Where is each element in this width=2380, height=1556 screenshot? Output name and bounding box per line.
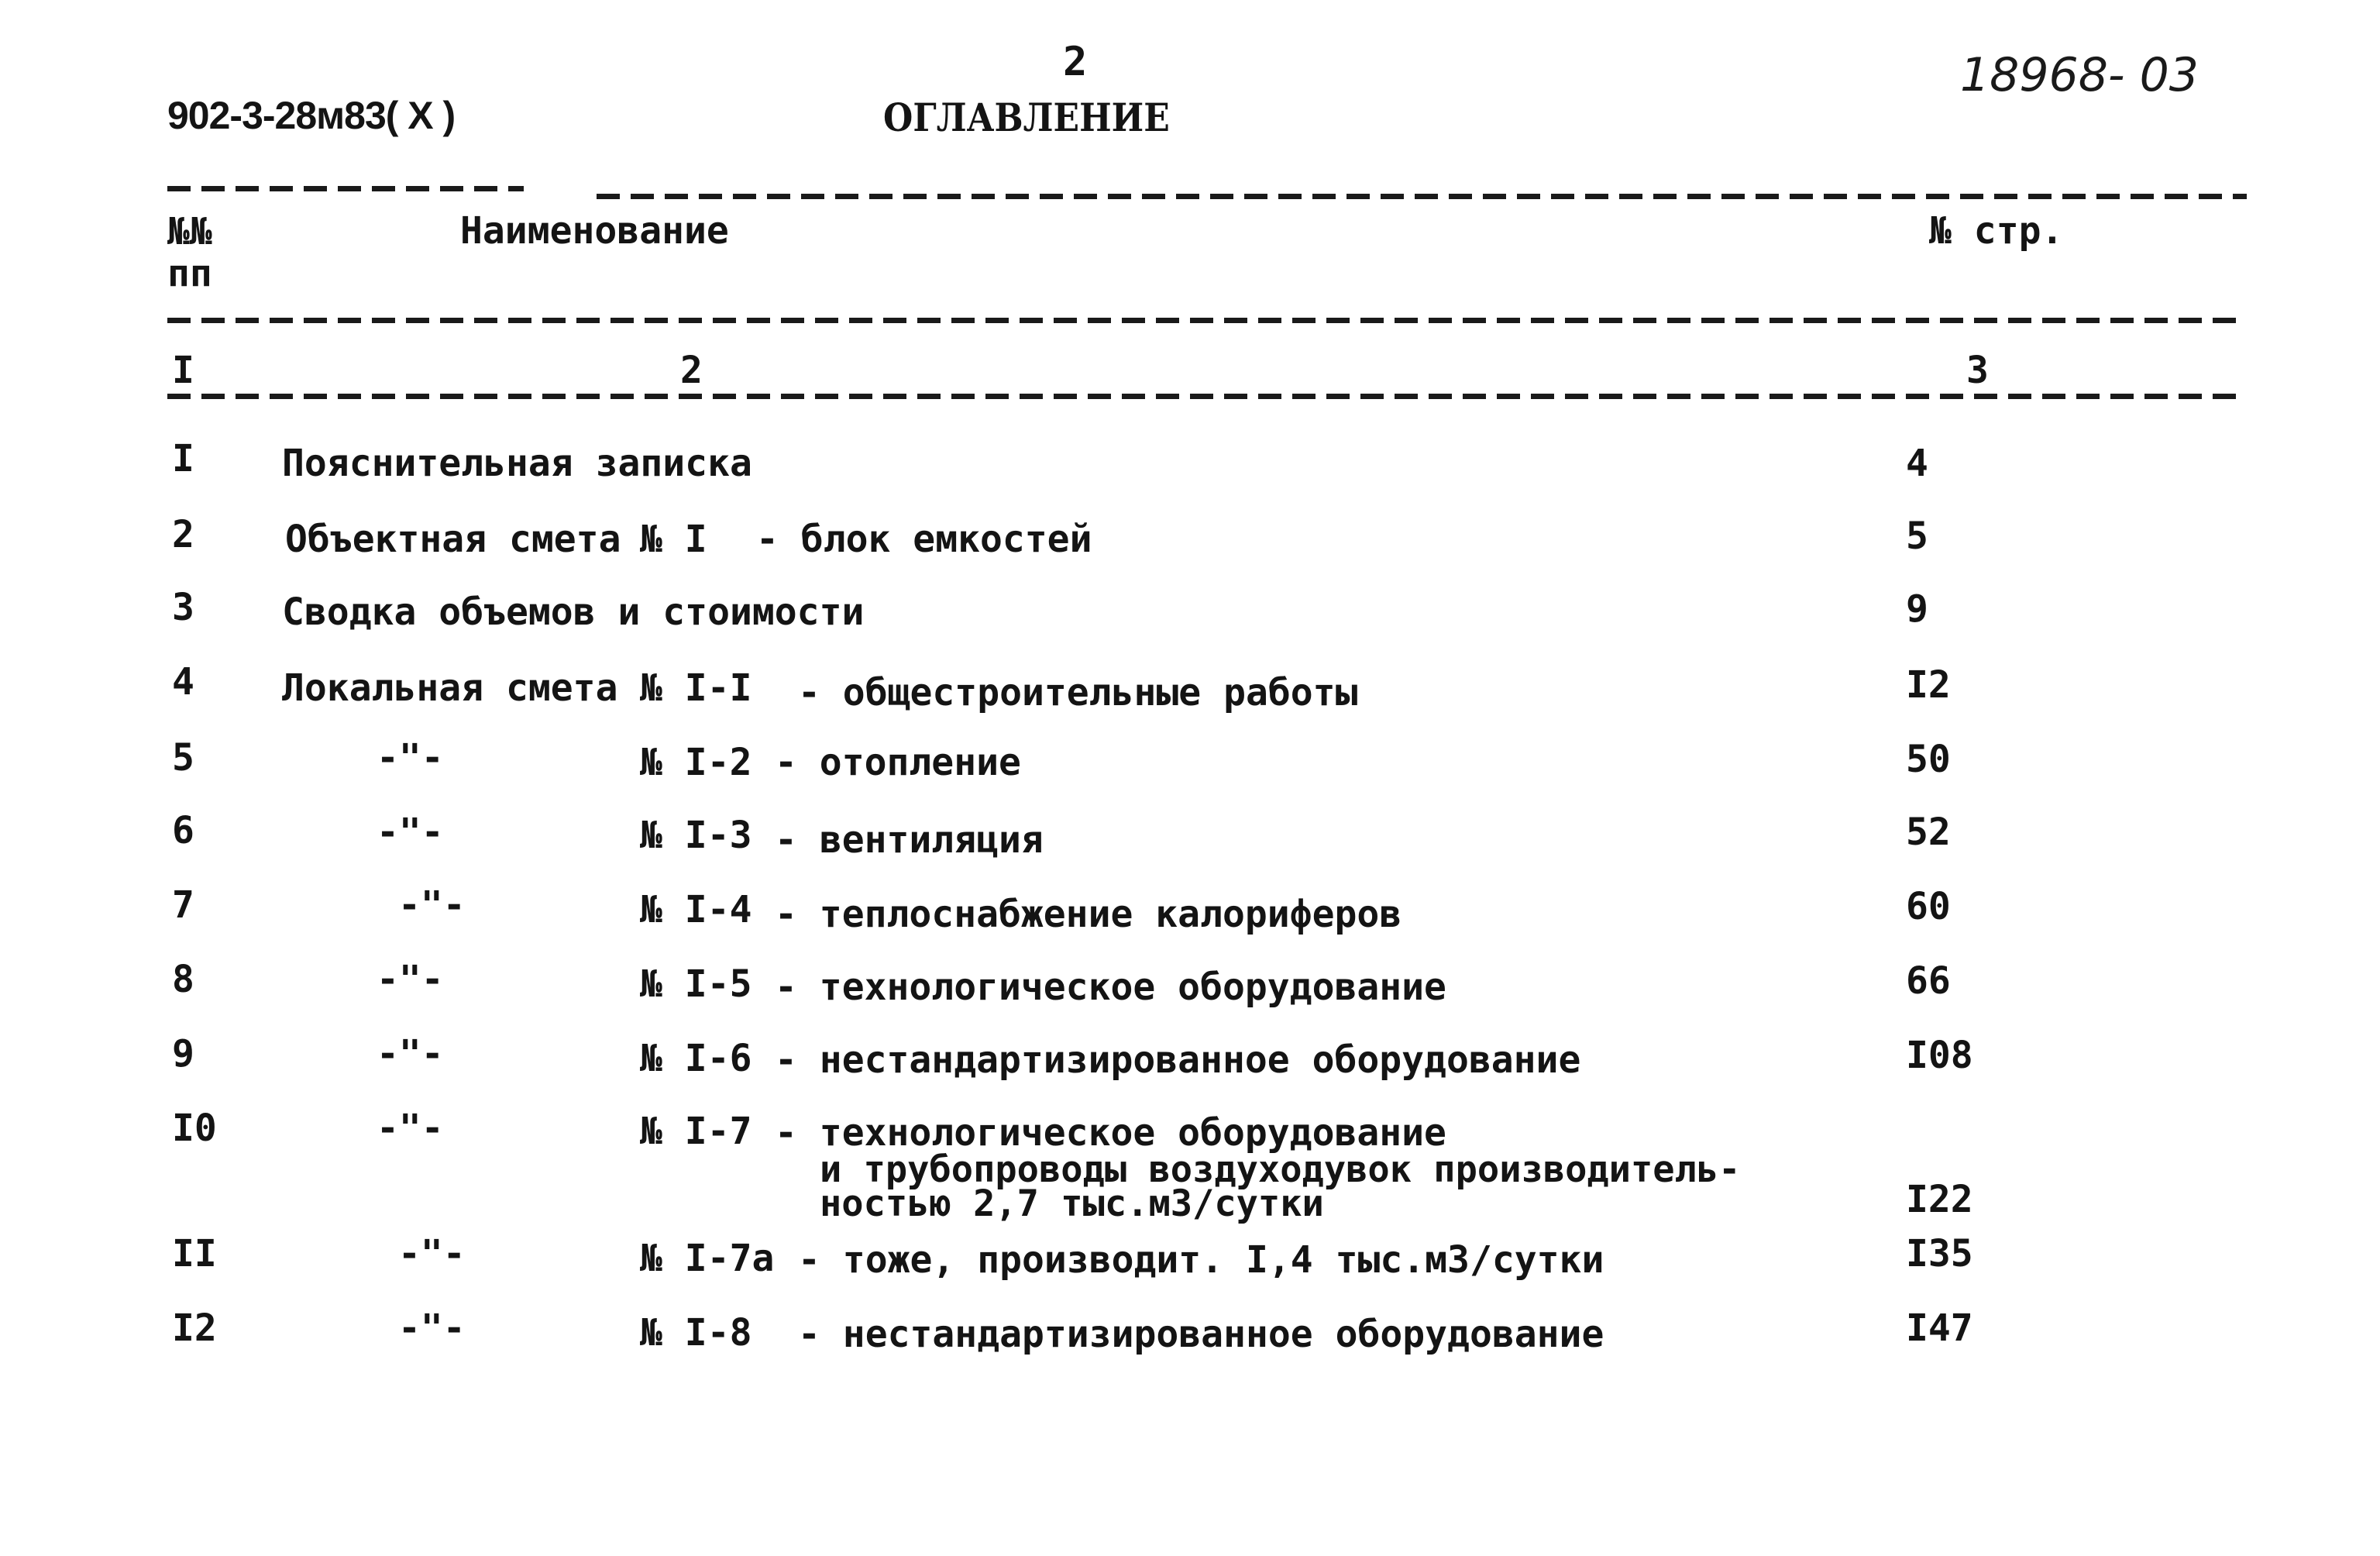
row-desc-line-2: и трубопроводы воздуходувок производитель- [820,1148,1741,1191]
row-code: № I-2 [640,741,752,784]
row-num: I2 [172,1306,217,1350]
row-page: 60 [1906,885,1951,928]
row-code: № I-3 [640,814,752,857]
row-page: 4 [1906,442,1928,485]
table-header-rule [167,318,2247,323]
row-type: -"- [377,958,444,1001]
row-desc: - нестандартизированное оборудование [798,1313,1604,1356]
page-number: 2 [1063,39,1088,85]
row-code: № I-I [640,666,752,710]
row-page: I08 [1906,1034,1973,1077]
row-page: I22 [1906,1178,1973,1221]
row-code: № I-4 [640,888,752,931]
row-code: № I-8 [640,1311,752,1355]
row-code: № I-5 [640,962,752,1006]
column-header-page: № стр. [1929,209,2064,253]
row-type: Пояснительная записка [282,442,752,485]
row-num: 9 [172,1032,194,1076]
column-number-2: 2 [680,349,703,392]
row-desc: - тоже, производит. I,4 тыс.м3/сутки [798,1238,1604,1282]
row-page: 9 [1906,587,1928,631]
row-code: № I-7а [640,1237,775,1280]
row-num: 5 [172,736,194,780]
row-page: 52 [1906,811,1951,854]
column-number-3: 3 [1966,349,1989,392]
row-num: 6 [172,809,194,852]
row-num: 3 [172,586,194,629]
row-num: 2 [172,513,194,556]
row-num: 7 [172,883,194,927]
column-number-1: I [172,349,194,392]
row-code: № I-7 [640,1110,752,1153]
row-desc: - технологическое оборудование [775,966,1446,1009]
row-num: II [172,1232,217,1275]
row-page: 5 [1906,515,1928,558]
row-type: Локальная смета [282,666,618,710]
row-desc-line-3: ностью 2,7 тыс.м3/сутки [820,1182,1324,1225]
row-type: -"- [377,1107,444,1150]
row-page: I35 [1906,1232,1973,1275]
row-desc: - теплоснабжение калориферов [775,893,1402,936]
row-type: Сводка объемов и стоимости [282,590,865,634]
row-type: -"- [398,1232,466,1275]
handwritten-registration-number: 18968- 03 [1960,48,2199,102]
row-desc: - отопление [775,741,1021,784]
column-header-num: №№ пп [167,210,212,295]
row-page: 66 [1906,959,1951,1003]
row-type: -"- [398,1306,466,1350]
row-type: -"- [377,811,444,854]
row-desc: - общестроительные работы [798,671,1358,714]
row-desc: - вентиляция [775,818,1044,862]
row-type: -"- [377,1032,444,1076]
row-desc: - нестандартизированное оборудование [775,1038,1581,1082]
row-page: 50 [1906,738,1951,781]
row-code: № I-6 [640,1037,752,1080]
row-code: № I [640,518,707,561]
row-num: 4 [172,660,194,704]
row-type: -"- [398,883,466,927]
page-title: ОГЛАВЛЕНИЕ [883,95,1170,140]
table-column-number-rule [167,394,2247,399]
row-desc: - блок емкостей [756,518,1092,561]
row-page: I2 [1906,663,1951,707]
row-num: I0 [172,1107,217,1150]
table-top-rule-left [167,186,524,191]
row-num: 8 [172,958,194,1001]
column-header-name: Наименование [460,209,729,253]
row-num: I [172,437,194,480]
row-type: Объектная смета [285,518,621,561]
table-top-rule-right [597,194,2247,199]
row-type: -"- [377,736,444,780]
row-desc: - технологическое оборудование [775,1111,1446,1155]
document-code: 902-3-28м83( X ) [167,94,456,137]
row-page: I47 [1906,1306,1973,1350]
